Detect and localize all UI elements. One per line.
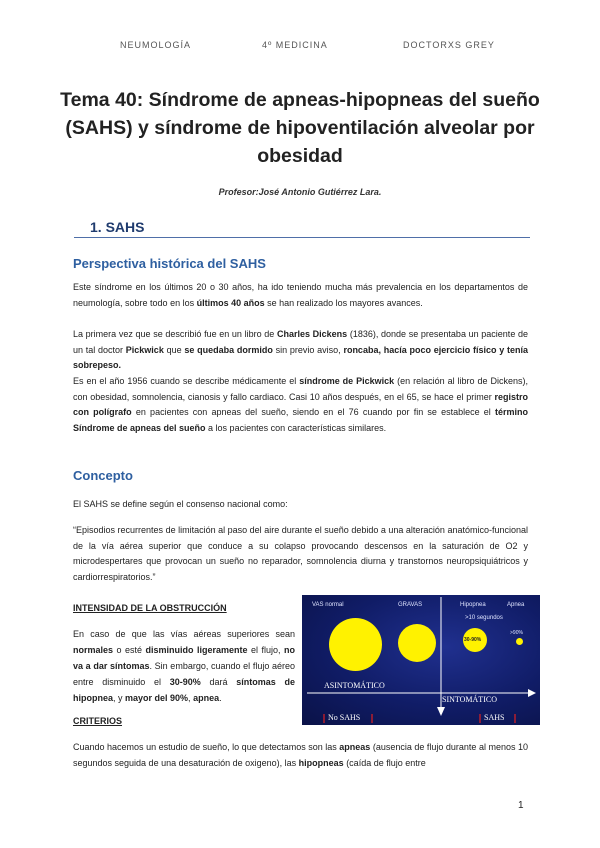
concept-paragraph: El SAHS se define según el consenso nacional como: [73, 499, 288, 509]
figure-label-asintomatico: ASINTOMÁTICO [324, 681, 385, 690]
figure-label-pct: >90% [510, 630, 523, 636]
title-line: (SAHS) y síndrome de hipoventilación alveolar por [65, 117, 535, 139]
figure-label-graves: GRAVAS [398, 602, 423, 608]
arrow-down-icon [437, 707, 445, 716]
figure-label-hipopnea: Hipopnea [460, 602, 486, 608]
figure-label-seconds: >10 segundos [465, 615, 503, 621]
figure-label-apnea: Apnea [507, 602, 525, 608]
figure-label-vas-normal: VAS normal [312, 602, 344, 608]
figure-label-no-sahs: No SAHS [328, 713, 361, 722]
figure-label-sintomatico: SINTOMÁTICO [442, 695, 497, 704]
section-rule [74, 237, 530, 238]
header-subject: NEUMOLOGÍA [120, 40, 192, 50]
professor-line: Profesor:José Antonio Gutiérrez Lara. [218, 187, 382, 197]
intensity-heading: INTENSIDAD DE LA OBSTRUCCIÓN [73, 603, 227, 613]
intensity-paragraph: En caso de que las vías aéreas superiores sean normales o esté disminuido ligeramente el flujo, no va a dar síntomas. Sin embargo, cuando el flujo aéreo entre disminuido el 30-90% dará síntomas de hipopnea, y mayor del 90%, apnea. [73, 629, 296, 703]
concept-heading: Concepto [73, 468, 133, 483]
header-course: 4º MEDICINA [262, 40, 328, 50]
title-line: Tema 40: Síndrome de apneas-hipopneas del sueño [60, 89, 540, 111]
history-heading: Perspectiva histórica del SAHS [73, 256, 266, 271]
criteria-paragraph: Cuando hacemos un estudio de sueño, lo que detectamos son las apneas (ausencia de flujo durante al menos 10 segundos seguida de una desaturación de oxigeno), las hipopneas (caída de flujo entre [73, 742, 528, 768]
concept-quote: “Episodios recurrentes de limitación al paso del aire durante el sueño debido a una alteración anatómico-funcional de la vía aérea superior que conduce a su colapso provocando descensos en la saturación de O2 y microdespertares que provocan un sueño no reparador, somnolencia diurna y transtornos neuropsiquiátricos y cardiorrespiratorios.” [73, 525, 528, 582]
obstruction-figure [302, 595, 540, 725]
figure-axes [302, 595, 540, 725]
history-paragraph: Este síndrome en los últimos 20 o 30 años, ha ido teniendo mucha más prevalencia en los departamentos de neumología, sobre todo en los últimos 40 años se han realizado los mayores avances. [73, 282, 528, 308]
history-paragraph: La primera vez que se describió fue en un libro de Charles Dickens (1836), donde se presentaba un paciente de un tal doctor Pickwick que se quedaba dormido sin previo aviso, roncaba, hacía poco ejercicio físico y tenía sobrepeso. [73, 329, 529, 370]
title-line: obesidad [257, 145, 343, 167]
arrow-right-icon [528, 689, 536, 697]
criteria-heading: CRITERIOS [73, 716, 123, 726]
history-paragraph: Es en el año 1956 cuando se describe médicamente el síndrome de Pickwick (en relación al libro de Dickens), con obesidad, somnolencia, cianosis y fallo cardiaco. Casi 10 años después, en el 65, se hace el primer registro con polígrafo en pacientes con apneas del sueño, siendo en el 76 cuando por fin se establece el término Síndrome de apneas del sueño a los pacientes con características similares. [73, 376, 528, 433]
page-title [60, 86, 540, 170]
figure-label-range: 30-90% [464, 637, 482, 643]
section-heading: 1. SAHS [90, 219, 145, 235]
figure-label-sahs: SAHS [484, 713, 505, 722]
page-number: 1 [518, 800, 524, 811]
header-author: DOCTORXS GREY [403, 40, 495, 50]
